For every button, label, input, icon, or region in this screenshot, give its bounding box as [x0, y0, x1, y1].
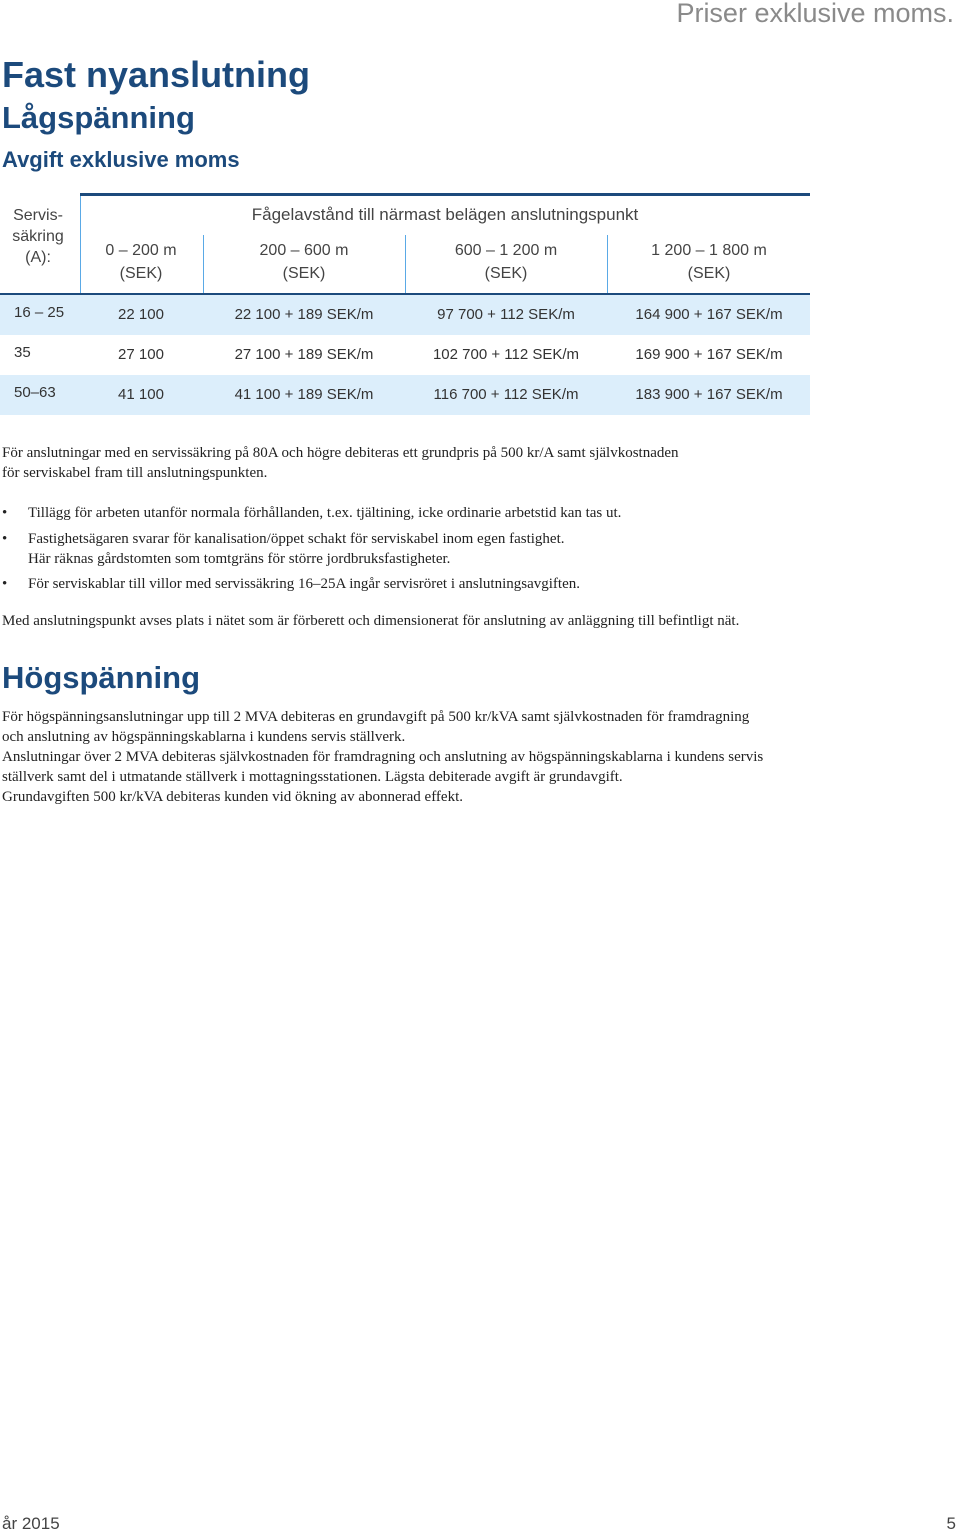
- fuse-cell: 16 – 25: [14, 304, 65, 321]
- table-cell: 116 700 + 112 SEK/m: [433, 386, 579, 403]
- table-cell: 41 100 + 189 SEK/m: [234, 386, 374, 403]
- bullet-marker: •: [2, 531, 8, 547]
- table-row: [0, 375, 810, 415]
- column-header: 1 200 – 1 800 m (SEK): [651, 242, 767, 282]
- fuse-cell: 50–63: [14, 384, 56, 401]
- hogspanning-paragraph: För högspänningsanslutningar upp till 2 MVA debiteras en grundavgift på 500 kr/kVA samt självkostnaden för framdragning och anslutning av högspänningskablarna i kundens servis ställverk. Anslutningar över 2 MVA debiteras självkostnaden för framdragning och anslutning av högspänningskablarna i kundens servis ställverk samt del i utmatande ställverk i mottagningsstationen. Lägsta debiterade avgift är grundavgift. Grundavgiften 500 kr/kVA debiteras kunden vid ökning av abonnerad effekt.: [2, 709, 764, 805]
- section-subtitle: Avgift exklusive moms: [2, 147, 240, 172]
- bullet-marker: •: [2, 505, 8, 521]
- table-row: [0, 335, 810, 375]
- column-header: 200 – 600 m (SEK): [259, 242, 349, 282]
- column-header: 600 – 1 200 m (SEK): [454, 242, 558, 282]
- table-cell: 22 100: [118, 306, 164, 323]
- definition-paragraph: Med anslutningspunkt avses plats i nätet som är förberett och dimensionerat för anslutning av anläggning till befintligt nät.: [2, 613, 740, 629]
- intro-paragraph: För anslutningar med en servissäkring på 80A och högre debiteras ett grundpris på 500 kr/A samt självkostnaden för serviskabel fram till anslutningspunkten.: [2, 445, 679, 481]
- row-header-label: Servis- säkring (A):: [12, 207, 64, 266]
- table-cell: 164 900 + 167 SEK/m: [635, 306, 783, 323]
- table-cell: 27 100: [118, 346, 164, 363]
- table-cell: 22 100 + 189 SEK/m: [234, 306, 374, 323]
- price-note: Priser exklusive moms.: [676, 0, 954, 28]
- table-top-rule: [80, 193, 810, 196]
- page-title: Fast nyanslutning: [2, 54, 311, 95]
- table-cell: 183 900 + 167 SEK/m: [635, 386, 783, 403]
- table-cell: 41 100: [118, 386, 164, 403]
- footer-year: år 2015: [2, 1514, 60, 1533]
- bullet-marker: •: [2, 576, 8, 592]
- table-cell: 97 700 + 112 SEK/m: [437, 306, 575, 323]
- section-title-hogspanning: Högspänning: [2, 660, 201, 695]
- table-cell: 27 100 + 189 SEK/m: [234, 346, 374, 363]
- fuse-cell: 35: [14, 344, 31, 361]
- table-cell: 169 900 + 167 SEK/m: [635, 346, 783, 363]
- table-row: [0, 295, 810, 335]
- section-title-lagspanning: Lågspänning: [2, 100, 195, 135]
- distance-header: Fågelavstånd till närmast belägen anslutningspunkt: [251, 205, 639, 224]
- column-header: 0 – 200 m (SEK): [105, 242, 177, 282]
- page-number: 5: [946, 1514, 956, 1533]
- table-cell: 102 700 + 112 SEK/m: [432, 346, 580, 363]
